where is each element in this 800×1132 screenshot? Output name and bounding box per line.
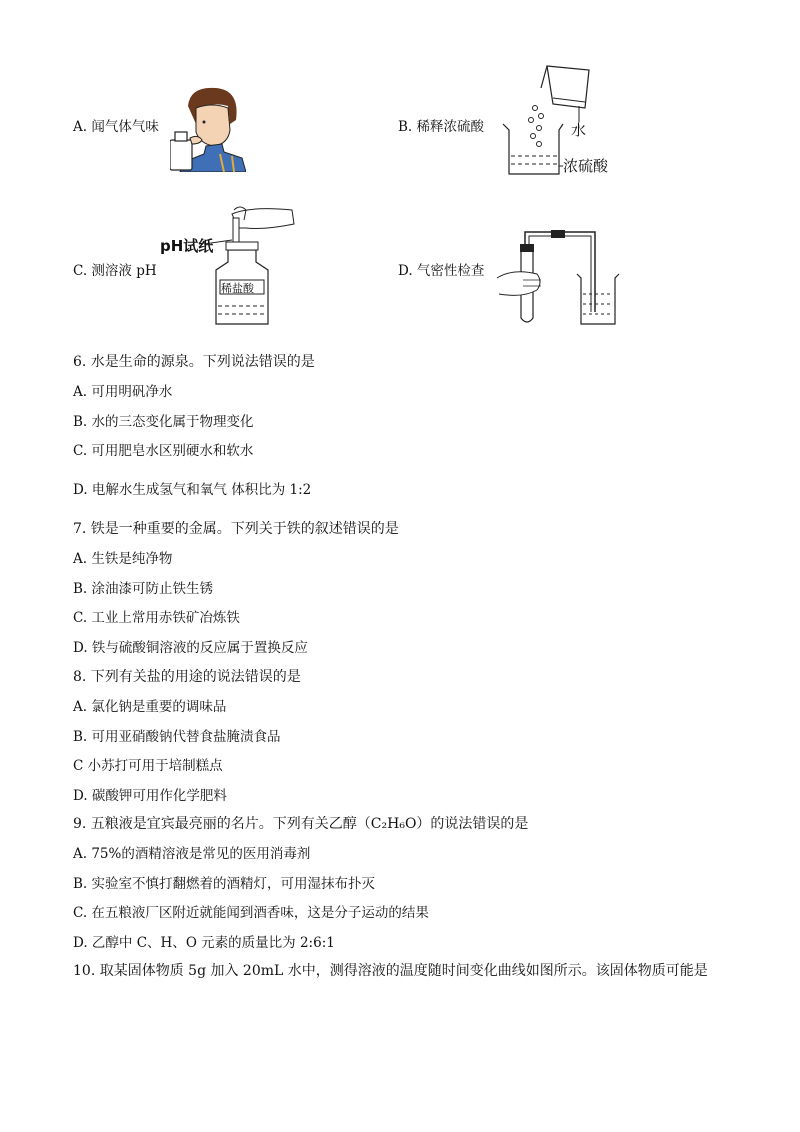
airtightness-check-figure — [493, 228, 623, 328]
q9-option-d: D. 乙醇中 C、H、O 元素的质量比为 2:6:1 — [73, 935, 335, 951]
conc-acid-label: 浓硫酸 — [563, 157, 609, 175]
q8-option-c: C 小苏打可用于培制糕点 — [73, 758, 223, 774]
q7-stem: 7. 铁是一种重要的金属。下列关于铁的叙述错误的是 — [73, 521, 399, 537]
q6-option-d: D. 电解水生成氢气和氧气 体积比为 1:2 — [73, 482, 312, 498]
q7-option-b: B. 涂油漆可防止铁生锈 — [73, 581, 214, 597]
q7-option-a: A. 生铁是纯净物 — [73, 551, 173, 567]
q9-option-c: C. 在五粮液厂区附近就能闻到酒香味，这是分子运动的结果 — [73, 905, 429, 921]
q7-option-d: D. 铁与硫酸铜溶液的反应属于置换反应 — [73, 640, 308, 656]
measure-ph-figure — [160, 200, 310, 328]
q9-option-a: A. 75%的酒精溶液是常见的医用消毒剂 — [73, 846, 311, 862]
q9-stem: 9. 五粮液是宜宾最亮丽的名片。下列有关乙醇（C₂H₆O）的说法错误的是 — [73, 816, 529, 832]
q7-option-c: C. 工业上常用赤铁矿冶炼铁 — [73, 610, 240, 626]
q6-option-c: C. 可用肥皂水区别硬水和软水 — [73, 443, 254, 459]
q10-stem: 10. 取某固体物质 5g 加入 20mL 水中，测得溶液的温度随时间变化曲线如图所示。该固体物质可能是 — [73, 963, 708, 979]
q8-option-d: D. 碳酸钾可用作化学肥料 — [73, 788, 227, 804]
option-5a: A. 闻气体气味 — [73, 119, 159, 135]
option-5d: D. 气密性检查 — [398, 263, 485, 279]
option-5c: C. 测溶液 pH — [73, 263, 157, 279]
q8-option-a: A. 氯化钠是重要的调味品 — [73, 699, 227, 715]
q8-stem: 8. 下列有关盐的用途的说法错误的是 — [73, 669, 301, 685]
ph-paper-label: pH试纸 — [160, 237, 214, 255]
q6-stem: 6. 水是生命的源泉。下列说法错误的是 — [73, 354, 315, 370]
q6-option-a: A. 可用明矾净水 — [73, 384, 173, 400]
smelling-gas-figure — [170, 84, 246, 172]
water-label: 水 — [571, 121, 587, 139]
bottle-label: 稀盐酸 — [221, 282, 254, 295]
q9-option-b: B. 实验室不慎打翻燃着的酒精灯，可用湿抹布扑灭 — [73, 876, 376, 892]
q8-option-b: B. 可用亚硝酸钠代替食盐腌渍食品 — [73, 729, 281, 745]
option-5b: B. 稀释浓硫酸 — [398, 119, 485, 135]
q6-option-b: B. 水的三态变化属于物理变化 — [73, 414, 254, 430]
